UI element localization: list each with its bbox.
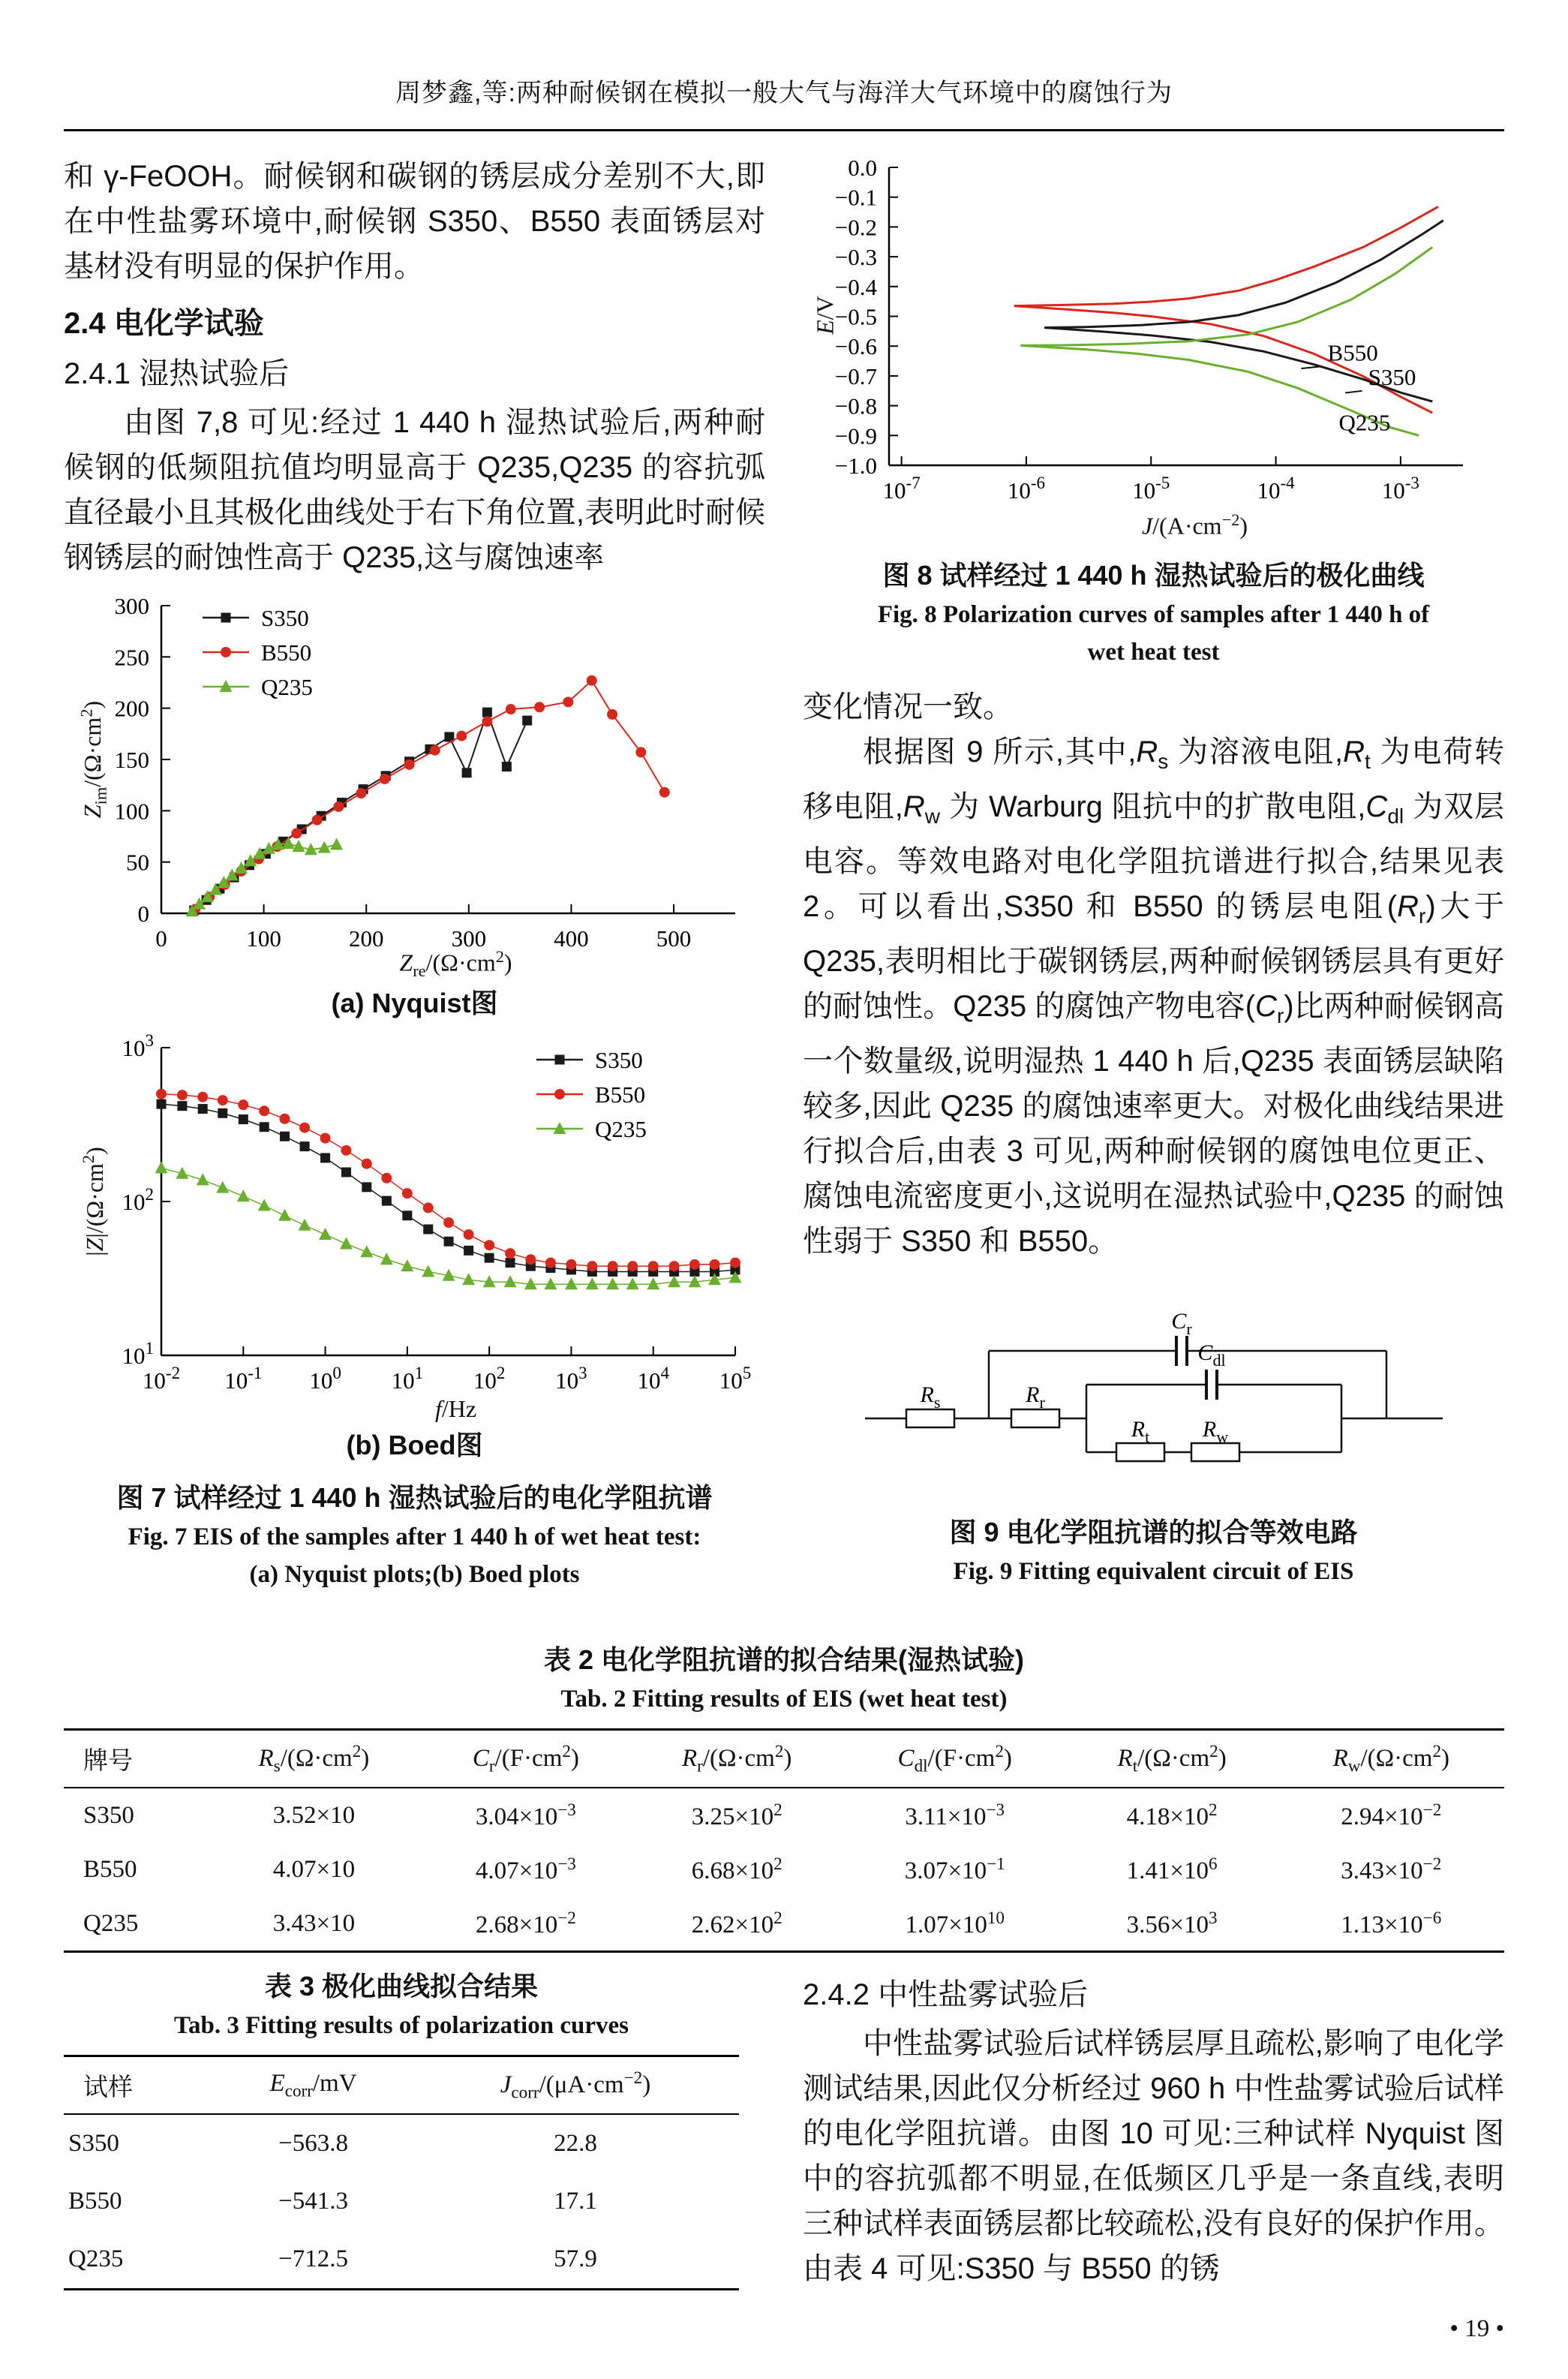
table2-title-cn: 表 2 电化学阻抗谱的拟合结果(湿热试验) (543, 1644, 1024, 1675)
svg-text:10-4: $10^{-4}$ (1257, 474, 1295, 504)
fig9-caption (803, 1512, 1504, 1590)
table-cell: $2.94\times 10^{-2}$ (1341, 1800, 1442, 1830)
table-cell: Q235 (68, 2245, 124, 2272)
svg-text:B550: B550 (1327, 339, 1378, 366)
svg-text:0: 0 (155, 925, 167, 952)
paragraph: 根据图 9 所示,其中$,R_s$ 为溶液电阻$,R_t$ 为电荷转移电阻$,R_w$ 为 Warburg 阻抗中的扩散电阻$,C_{dl}$ 为双层电容。等效电路对电化学阻抗谱进行拟合,结果见表 2。可以看出,S350 和 B550 的锈层电阻$(R_r)$大于 Q235,表明相比于碳钢锈层,两种耐候钢锈层具有更好的耐蚀性。Q235 的腐蚀产物电容$(C_r)$比两种耐候钢高一个数量级,说明湿热 1 440 h 后,Q235 表面锈层缺陷较多,因此 Q235 的腐蚀速率更大。对极化曲线结果进行拟合后,由表 3 可见,两种耐候钢的腐蚀电位更正、腐蚀电流密度更小,这说明在湿热试验中,Q235 的耐蚀性弱于 S350 和 B550。 (803, 735, 1504, 1258)
table-cell: $3.43\times 10^{-2}$ (1341, 1854, 1442, 1884)
fig7b-x-axis-label: f/Hz (434, 1395, 477, 1422)
svg-text:Rw: $R_w$ (1202, 1417, 1228, 1446)
svg-text:−0.9: −0.9 (834, 423, 877, 450)
fig7b-svg (64, 1033, 765, 1423)
svg-text:−0.5: −0.5 (834, 303, 877, 330)
paragraph: 变化情况一致。 (803, 690, 1013, 723)
svg-text:Q235: Q235 (595, 1116, 647, 1142)
svg-text:200: 200 (114, 695, 149, 722)
svg-text:400: 400 (554, 925, 589, 952)
table-cell: 3.43×10 (272, 1909, 356, 1937)
table2-section (64, 1640, 1504, 1953)
svg-text:−0.6: −0.6 (834, 333, 877, 360)
column-header: $E_{corr}/mV$ (269, 2069, 357, 2101)
table-cell: B550 (68, 2188, 122, 2215)
fig9-caption-en: Fig. 9 Fitting equivalent circuit of EIS (953, 1558, 1354, 1585)
fig7a-x-axis-label: $Z_{re}/(\Omega\cdot cm^2)$ (399, 946, 512, 980)
fig8-caption-en2: wet heat test (1087, 639, 1220, 666)
table-cell: 22.8 (554, 2130, 597, 2157)
svg-text:500: 500 (656, 925, 692, 952)
table-cell: 4.07×10 (272, 1855, 356, 1883)
bode-chart (64, 1033, 765, 1423)
fig7b-subcaption: (b) Boed图 (346, 1430, 483, 1460)
circuit-svg (861, 1306, 1446, 1493)
table-cell: $2.62\times 10^2$ (691, 1908, 782, 1938)
table-cell: Q235 (83, 1909, 139, 1937)
svg-text:S350: S350 (595, 1047, 643, 1073)
polarization-fitting-table (64, 2055, 739, 2290)
paragraph: 中性盐雾试验后试样锈层厚且疏松,影响了电化学测试结果,因此仅分析经过 960 h 中性盐雾试验后试样的电化学阻抗谱。由图 10 可见:三种试样 Nyquist 图中的容抗弧都不明显,在低频区几乎是一条直线,表明三种试样表面锈层都比较疏松,没有良好的保护作用。由表 4 可见:S350 与 B550 的锈 (803, 2027, 1504, 2285)
svg-text:103: $10^3$ (555, 1364, 587, 1394)
svg-text:150: 150 (114, 747, 149, 773)
fig8-caption-cn: 图 8 试样经过 1 440 h 湿热试验后的极化曲线 (882, 560, 1425, 591)
table-header-row (64, 1730, 1504, 1788)
svg-text:−0.2: −0.2 (834, 214, 877, 241)
table-cell: $6.68\times 10^2$ (691, 1854, 782, 1884)
table-cell: −712.5 (278, 2245, 348, 2272)
svg-text:Rt: $R_t$ (1131, 1417, 1149, 1446)
table-row (64, 2173, 739, 2230)
table-cell: $3.56\times 10^3$ (1126, 1908, 1218, 1938)
eis-fitting-table (64, 1728, 1504, 1953)
svg-text:101: $10^1$ (122, 1339, 154, 1369)
fig8-y-axis-label: E/V (811, 296, 839, 335)
svg-text:101: $10^1$ (391, 1364, 424, 1394)
table-cell: $1.41\times 10^6$ (1126, 1854, 1218, 1884)
table-cell: $4.18\times 10^2$ (1126, 1800, 1218, 1830)
table-header-row (64, 2056, 739, 2115)
svg-text:−0.3: −0.3 (834, 244, 877, 271)
svg-text:−1.0: −1.0 (834, 453, 877, 479)
column-header: $R_w/(\Omega\cdot cm^2)$ (1332, 1741, 1449, 1776)
svg-text:105: $10^5$ (719, 1364, 752, 1394)
table3-title-cn: 表 3 极化曲线拟合结果 (264, 1971, 539, 2002)
table-row (64, 1788, 1504, 1842)
column-header: $C_{dl}/(F\cdot cm^2)$ (897, 1741, 1012, 1776)
table-cell: −541.3 (278, 2188, 348, 2215)
table-cell: $2.68\times 10^{-2}$ (475, 1908, 576, 1938)
column-header: $R_t/(\Omega\cdot cm^2)$ (1117, 1741, 1227, 1776)
svg-text:10-3: $10^{-3}$ (1381, 474, 1419, 504)
section-heading-2-4-2: 2.4.2 中性盐雾试验后 (803, 1978, 1089, 2011)
table-row (64, 2230, 739, 2290)
header-rule (64, 129, 1504, 131)
table-row (64, 1842, 1504, 1896)
svg-text:104: $10^4$ (637, 1364, 669, 1394)
svg-text:Rs: $R_s$ (920, 1382, 940, 1412)
svg-text:Rr: $R_r$ (1025, 1382, 1045, 1412)
table-cell: $3.11\times 10^{-3}$ (905, 1800, 1005, 1830)
table-cell: 3.52×10 (272, 1801, 356, 1829)
right-column (803, 154, 1504, 1590)
fig7b-y-axis-label: $|Z|/(\Omega\cdot cm^2)$ (79, 1147, 108, 1256)
column-header: $J_{corr}/(\mu A\cdot cm^{-2})$ (500, 2068, 651, 2102)
table2-title-en: Tab. 2 Fitting results of EIS (wet heat test) (560, 1686, 1008, 1713)
table-cell: 57.9 (554, 2245, 597, 2272)
table-row (64, 1896, 1504, 1952)
fig8-caption-en: Fig. 8 Polarization curves of samples after 1 440 h of (877, 601, 1430, 628)
svg-text:Cr: $C_r$ (1170, 1309, 1192, 1338)
svg-text:102: $10^2$ (473, 1364, 506, 1394)
paragraph: 由图 7,8 可见:经过 1 440 h 湿热试验后,两种耐候钢的低频阻抗值均明显高于 Q235,Q235 的容抗弧直径最小且其极化曲线处于右下角位置,表明此时耐候钢锈层的耐蚀性高于 Q235,这与腐蚀速率 (64, 406, 765, 574)
page-number: • 19 • (1449, 2315, 1504, 2342)
svg-text:Cdl: $C_{dl}$ (1197, 1340, 1226, 1370)
nyquist-chart (64, 591, 765, 981)
table-cell: $4.07\times 10^{-3}$ (475, 1854, 576, 1884)
table-cell: −563.8 (278, 2130, 348, 2157)
svg-text:300: 300 (114, 593, 149, 619)
table-row (64, 2114, 739, 2173)
paragraph: 和 γ-FeOOH。耐候钢和碳钢的锈层成分差别不大,即在中性盐雾环境中,耐候钢 S350、B550 表面锈层对基材没有明显的保护作用。 (64, 160, 765, 283)
svg-text:Q235: Q235 (261, 674, 313, 700)
table3-title-en: Tab. 3 Fitting results of polarization curves (174, 2012, 629, 2039)
svg-text:S350: S350 (261, 605, 309, 631)
fig7-caption-cn: 图 7 试样经过 1 440 h 湿热试验后的电化学阻抗谱 (116, 1482, 713, 1513)
svg-text:10-1: $10^{-1}$ (224, 1364, 263, 1394)
fig7-caption-en2: (a) Nyquist plots;(b) Boed plots (249, 1561, 580, 1588)
fig7a-y-axis-label: $Z_{im}/(\Omega\cdot cm^2)$ (77, 700, 110, 819)
svg-text:100: 100 (246, 925, 281, 952)
equivalent-circuit-figure (861, 1306, 1446, 1497)
column-header: $R_r/(\Omega\cdot cm^2)$ (681, 1741, 792, 1776)
fig8-x-axis-label: $J/(A\cdot cm^{-2})$ (1141, 510, 1248, 540)
table-cell: $1.07\times 10^{10}$ (905, 1908, 1005, 1938)
section-heading-2-4: 2.4 电化学试验 (64, 307, 264, 340)
svg-text:50: 50 (126, 849, 149, 876)
table-cell: $3.25\times 10^2$ (691, 1800, 782, 1830)
section-heading-2-4-1: 2.4.1 湿热试验后 (64, 357, 290, 390)
svg-text:B550: B550 (595, 1081, 646, 1108)
table-cell: $1.13\times 10^{-6}$ (1341, 1908, 1442, 1938)
column-header: $R_s/(\Omega\cdot cm^2)$ (258, 1741, 370, 1776)
fig7-caption (64, 1478, 765, 1593)
svg-text:Q235: Q235 (1338, 409, 1391, 436)
svg-text:0.0: 0.0 (848, 155, 877, 181)
table-cell: S350 (83, 1801, 134, 1829)
table3-section (64, 1966, 739, 2290)
fig9-caption-cn: 图 9 电化学阻抗谱的拟合等效电路 (949, 1517, 1358, 1547)
table-cell: B550 (83, 1855, 137, 1883)
table-cell: S350 (68, 2130, 119, 2157)
svg-text:200: 200 (348, 925, 384, 952)
column-header: 牌号 (83, 1748, 133, 1775)
section-2-4-2 (803, 1966, 1504, 2291)
svg-text:100: 100 (114, 798, 149, 825)
column-header: 试样 (83, 2074, 133, 2101)
fig7a-svg (64, 591, 765, 981)
table-cell: $3.07\times 10^{-1}$ (904, 1854, 1005, 1884)
column-header: $C_r/(F\cdot cm^2)$ (472, 1741, 579, 1776)
table-cell: 17.1 (554, 2188, 597, 2215)
svg-text:0: 0 (137, 901, 149, 927)
svg-text:10-2: $10^{-2}$ (142, 1364, 181, 1394)
svg-text:−0.8: −0.8 (834, 392, 877, 420)
svg-text:−0.7: −0.7 (834, 362, 877, 389)
fig8-caption (803, 555, 1504, 671)
fig8-svg (803, 154, 1504, 540)
fig7a-subcaption: (a) Nyquist图 (331, 988, 498, 1018)
equivalent-circuit-diagram (861, 1306, 1446, 1497)
svg-text:250: 250 (114, 644, 149, 671)
svg-text:−0.4: −0.4 (834, 273, 877, 300)
svg-text:10-7: $10^{-7}$ (882, 474, 921, 504)
svg-text:−0.1: −0.1 (834, 184, 877, 211)
left-column (64, 154, 765, 1593)
svg-text:100: $10^0$ (309, 1364, 341, 1394)
running-header: 周梦鑫,等:两种耐候钢在模拟一般大气与海洋大气环境中的腐蚀行为 (395, 79, 1173, 107)
svg-text:10-6: $10^{-6}$ (1007, 474, 1046, 504)
svg-text:B550: B550 (261, 639, 312, 666)
table-cell: $3.04\times 10^{-3}$ (475, 1800, 576, 1830)
polarization-chart (803, 154, 1504, 540)
svg-text:102: $10^2$ (122, 1185, 154, 1215)
svg-text:103: $10^3$ (122, 1033, 154, 1061)
svg-text:300: 300 (451, 925, 487, 952)
svg-text:10-5: $10^{-5}$ (1132, 474, 1170, 504)
svg-text:S350: S350 (1368, 363, 1416, 390)
fig7-caption-en: Fig. 7 EIS of the samples after 1 440 h of wet heat test: (128, 1523, 701, 1550)
